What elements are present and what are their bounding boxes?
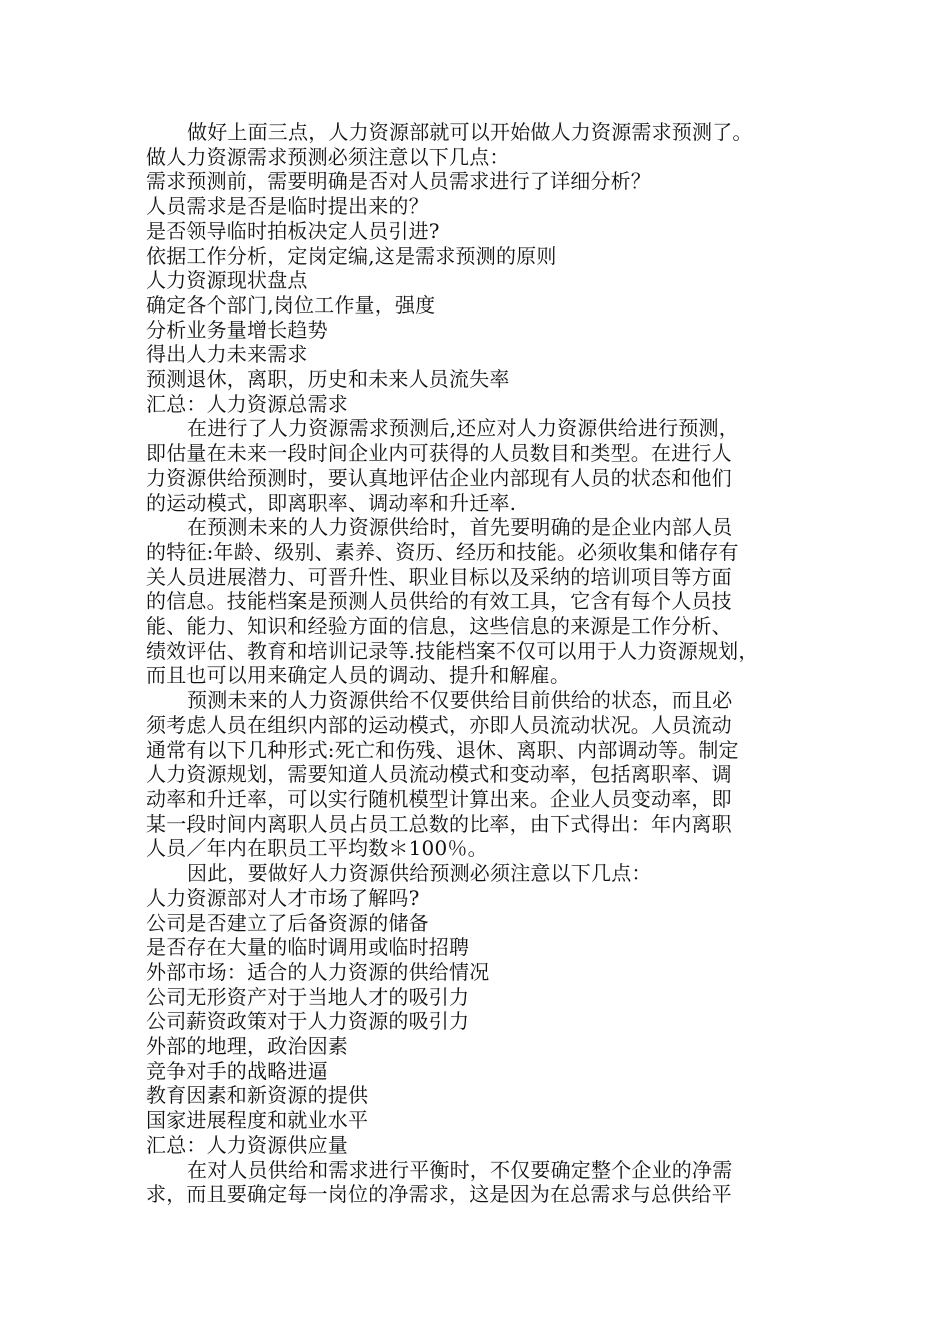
paragraph-line: 人力资源规划，需要知道人员流动模式和变动率，包括离职率、调 [146, 762, 732, 787]
paragraph-first-line: 外部的地理，政治因素 [146, 1034, 348, 1059]
paragraph-line: 某一段时间内离职人员占员工总数的比率，由下式得出：年内离职 [146, 811, 732, 836]
paragraph-first-line: 分析业务量增长趋势 [146, 317, 328, 342]
paragraph-first-line: 公司无形资产对于当地人才的吸引力 [146, 984, 470, 1009]
paragraph-line: 的运动模式，即离职率、调动率和升迁率. [146, 490, 517, 515]
paragraph-first-line: 在对人员供给和需求进行平衡时，不仅要确定整个企业的净需 [187, 1157, 733, 1182]
paragraph-line: 关人员进展潜力、可晋升性、职业目标以及采纳的培训项目等方面 [146, 564, 732, 589]
paragraph-line: 求，而且要确定每一岗位的净需求，这是因为在总需求与总供给平 [146, 1182, 732, 1207]
paragraph-first-line: 人力资源现状盘点 [146, 268, 308, 293]
paragraph-line: 的信息。技能档案是预测人员供给的有效工具，它含有每个人员技 [146, 589, 732, 614]
paragraph-first-line: 确定各个部门,岗位工作量，强度 [146, 292, 436, 317]
paragraph-first-line: 做好上面三点，人力资源部就可以开始做人力资源需求预测了。 [187, 120, 753, 144]
paragraph-first-line: 预测未来的人力资源供给不仅要供给目前供给的状态，而且必 [187, 688, 733, 713]
paragraph-first-line: 汇总：人力资源供应量 [146, 1132, 348, 1157]
paragraph-first-line: 在进行了人力资源需求预测后,还应对人力资源供给进行预测， [187, 416, 739, 441]
paragraph-first-line: 预测退休，离职，历史和未来人员流失率 [146, 367, 510, 392]
paragraph-first-line: 国家进展程度和就业水平 [146, 1108, 369, 1133]
paragraph-first-line: 做人力资源需求预测必须注意以下几点： [146, 144, 510, 169]
paragraph-first-line: 外部市场：适合的人力资源的供给情况 [146, 959, 490, 984]
paragraph-line: 通常有以下几种形式:死亡和伤残、退休、离职、内部调动等。制定 [146, 737, 739, 762]
paragraph-first-line: 需求预测前，需要明确是否对人员需求进行了详细分析？ [146, 169, 651, 194]
paragraph-line: 动率和升迁率，可以实行随机模型计算出来。企业人员变动率，即 [146, 786, 732, 811]
paragraph-first-line: 教育因素和新资源的提供 [146, 1083, 369, 1108]
paragraph-line: 须考虑人员在组织内部的运动模式，亦即人员流动状况。人员流动 [146, 712, 732, 737]
paragraph-line: 即估量在未来一段时间企业内可获得的人员数目和类型。在进行人 [146, 441, 732, 466]
paragraph-first-line: 人力资源部对人才市场了解吗? [146, 885, 420, 910]
paragraph-first-line: 是否存在大量的临时调用或临时招聘 [146, 935, 470, 960]
paragraph-first-line: 得出人力未来需求 [146, 342, 308, 367]
paragraph-first-line: 公司是否建立了后备资源的储备 [146, 910, 429, 935]
document-body [146, 120, 826, 1207]
paragraph-first-line: 因此，要做好人力资源供给预测必须注意以下几点： [187, 861, 652, 886]
paragraph-line: 能、能力、知识和经验方面的信息，这些信息的来源是工作分析、 [146, 614, 732, 639]
paragraph-first-line: 在预测未来的人力资源供给时，首先要明确的是企业内部人员 [187, 515, 733, 540]
paragraph-first-line: 竞争对手的战略进逼 [146, 1058, 328, 1083]
paragraph-first-line: 汇总：人力资源总需求 [146, 391, 348, 416]
paragraph-first-line: 依据工作分析，定岗定编,这是需求预测的原则 [146, 243, 557, 268]
paragraph-line: 而且也可以用来确定人员的调动、提升和解雇。 [146, 663, 571, 688]
paragraph-first-line: 是否领导临时拍板决定人员引进? [146, 218, 440, 243]
paragraph-line: 力资源供给预测时，要认真地评估企业内部现有人员的状态和他们 [146, 465, 732, 490]
paragraph-line: 的特征:年龄、级别、素养、资历、经历和技能。必须收集和储存有 [146, 539, 739, 564]
paragraph-line: 绩效评估、教育和培训记录等.技能档案不仅可以用于人力资源规划， [146, 638, 759, 663]
paragraph-first-line: 公司薪资政策对于人力资源的吸引力 [146, 1009, 470, 1034]
paragraph-first-line: 人员需求是否是临时提出来的？ [146, 194, 429, 219]
paragraph-line: 人员／年内在职员工平均数＊100％。 [146, 836, 488, 861]
